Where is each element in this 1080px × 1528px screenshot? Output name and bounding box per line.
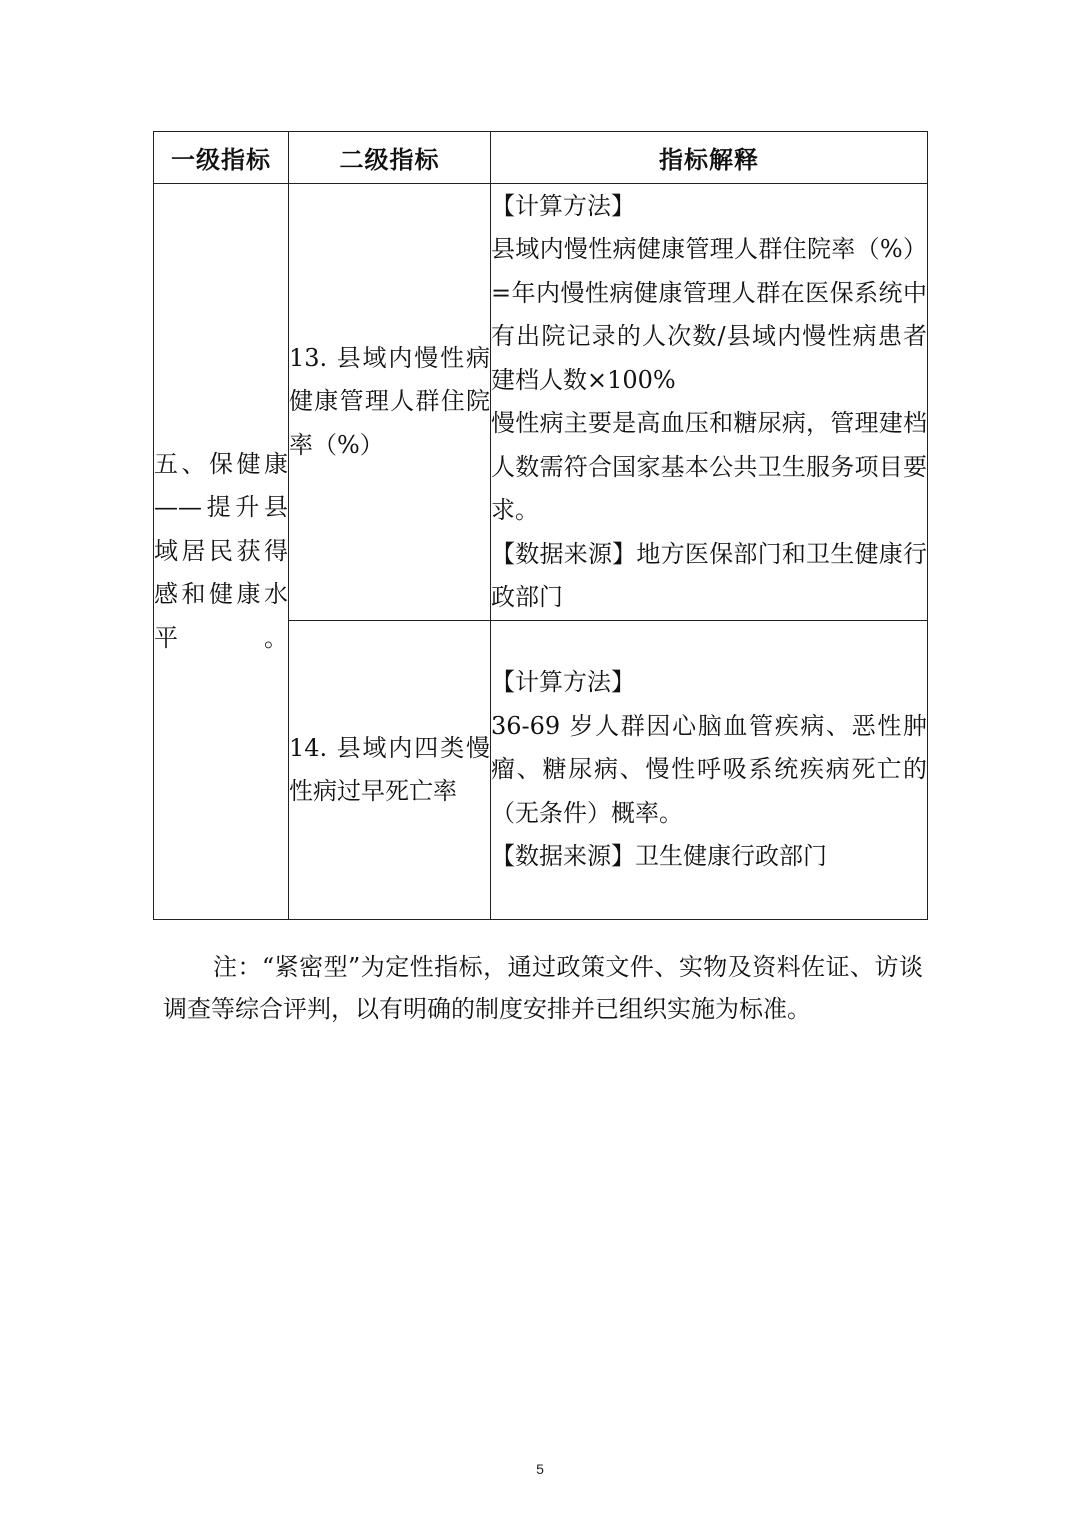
- calc-method-heading: 【计算方法】: [491, 668, 635, 697]
- calc-method-text: 县域内慢性病健康管理人群住院率（%）=年内慢性病健康管理人群在医保系统中有出院记录的人次数/县域内慢性病患者建档人数×100%: [491, 235, 927, 394]
- level2-indicator-cell: 14. 县域内四类慢性病过早死亡率: [289, 621, 491, 920]
- table-header-row: [154, 132, 928, 184]
- header-level1: 一级指标: [154, 132, 289, 184]
- table-row: [154, 184, 928, 621]
- calc-method-heading: 【计算方法】: [491, 191, 635, 220]
- explanation-extra: 慢性病主要是高血压和糖尿病，管理建档人数需符合国家基本公共卫生服务项目要求。: [491, 409, 927, 524]
- header-explanation: 指标解释: [491, 132, 928, 184]
- level1-indicator-cell: 五、保健康——提升县域居民获得感和健康水平。: [154, 184, 289, 920]
- data-source: 【数据来源】卫生健康行政部门: [491, 842, 827, 871]
- header-level2: 二级指标: [289, 132, 491, 184]
- footnote: [163, 946, 923, 1030]
- footnote-text: 注：“紧密型”为定性指标，通过政策文件、实物及资料佐证、访谈调查等综合评判，以有明确的制度安排并已组织实施为标准。: [163, 953, 923, 1023]
- indicator-table: [153, 131, 928, 920]
- explanation-cell: [491, 184, 928, 621]
- explanation-cell: [491, 621, 928, 920]
- level2-indicator-cell: 13. 县域内慢性病健康管理人群住院率（%）: [289, 184, 491, 621]
- calc-method-text: 36-69 岁人群因心脑血管疾病、恶性肿瘤、糖尿病、慢性呼吸系统疾病死亡的（无条件）概率。: [491, 711, 927, 827]
- page-number: 5: [536, 1461, 544, 1477]
- data-source: 【数据来源】地方医保部门和卫生健康行政部门: [491, 539, 927, 611]
